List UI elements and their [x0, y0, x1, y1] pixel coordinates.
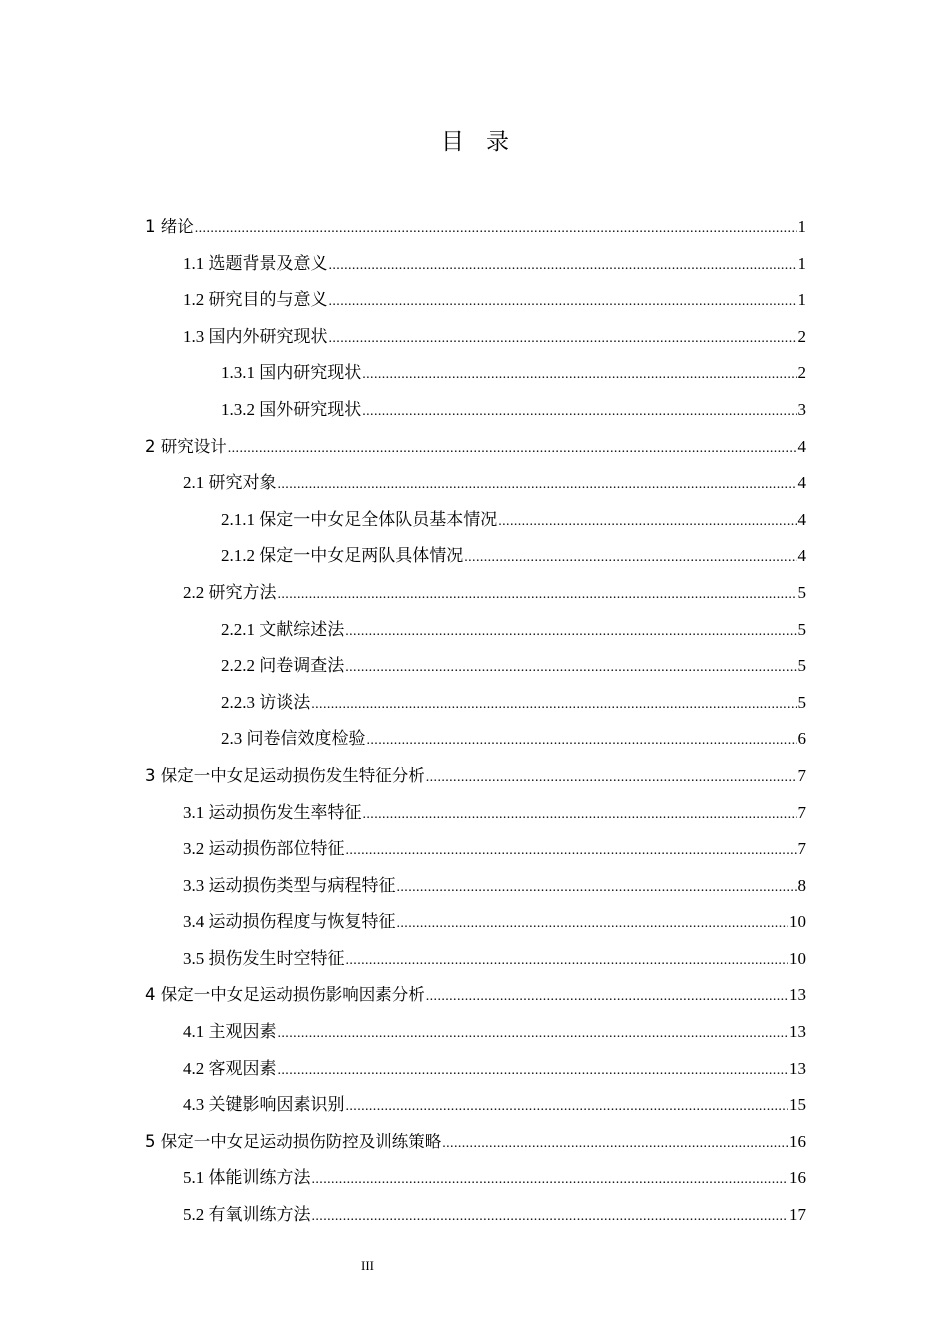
- toc-entry-page-number: 5: [797, 619, 806, 639]
- toc-entry[interactable]: [145, 941, 806, 978]
- toc-entry-page-number: 8: [797, 875, 806, 895]
- toc-entry-label: 4 保定一中女足运动损伤影响因素分析: [145, 985, 425, 1005]
- toc-entry-page-number: 6: [797, 729, 806, 749]
- toc-entry-label: 3.3 运动损伤类型与病程特征: [183, 875, 396, 895]
- dot-leader: [397, 906, 789, 943]
- table-of-contents: [145, 209, 806, 1234]
- dot-leader: [346, 943, 789, 980]
- dot-leader: [195, 211, 797, 248]
- toc-entry-page-number: 5: [797, 656, 806, 676]
- dot-leader: [312, 1162, 789, 1199]
- dot-leader: [345, 614, 796, 651]
- toc-entry-page-number: 1: [797, 217, 806, 236]
- toc-entry[interactable]: [145, 648, 806, 685]
- dot-leader: [464, 540, 796, 577]
- toc-entry-label: 4.3 关键影响因素识别: [183, 1095, 345, 1115]
- dot-leader: [346, 1089, 789, 1126]
- toc-entry-label: 5.2 有氧训练方法: [183, 1205, 311, 1225]
- toc-entry-label: 1 绪论: [145, 217, 194, 236]
- toc-entry-page-number: 4: [797, 546, 806, 566]
- toc-entry[interactable]: [145, 538, 806, 575]
- toc-entry[interactable]: [145, 355, 806, 392]
- toc-entry-label: 4.1 主观因素: [183, 1022, 277, 1042]
- dot-leader: [228, 431, 797, 468]
- toc-entry-page-number: 15: [789, 1095, 806, 1115]
- dot-leader: [498, 504, 796, 541]
- toc-entry-label: 2.3 问卷信效度检验: [221, 729, 366, 749]
- toc-entry[interactable]: [145, 795, 806, 832]
- toc-entry[interactable]: [145, 465, 806, 502]
- dot-leader: [426, 979, 788, 1016]
- toc-entry-page-number: 13: [789, 1058, 806, 1078]
- toc-entry-label: 1.1 选题背景及意义: [183, 253, 328, 273]
- toc-entry-label: 3.4 运动损伤程度与恢复特征: [183, 912, 396, 932]
- toc-entry-page-number: 10: [789, 948, 806, 968]
- toc-entry-page-number: 4: [797, 473, 806, 493]
- dot-leader: [329, 284, 797, 321]
- toc-entry-label: 5 保定一中女足运动损伤防控及训练策略: [145, 1131, 442, 1151]
- toc-entry[interactable]: [145, 1160, 806, 1197]
- toc-entry[interactable]: [145, 575, 806, 612]
- toc-entry[interactable]: [145, 904, 806, 941]
- toc-entry-label: 1.3.1 国内研究现状: [221, 363, 362, 383]
- toc-entry[interactable]: [145, 831, 806, 868]
- toc-entry-label: 3.5 损伤发生时空特征: [183, 948, 345, 968]
- toc-entry-label: 2.2.1 文献综述法: [221, 619, 345, 639]
- dot-leader: [346, 833, 797, 870]
- toc-entry-page-number: 2: [797, 326, 806, 346]
- toc-entry-page-number: 7: [797, 765, 806, 785]
- toc-entry-label: 2.1 研究对象: [183, 473, 277, 493]
- dot-leader: [362, 357, 796, 394]
- dot-leader: [278, 1016, 789, 1053]
- toc-entry[interactable]: [145, 685, 806, 722]
- toc-entry[interactable]: [145, 721, 806, 758]
- toc-entry-label: 2 研究设计: [145, 436, 227, 456]
- toc-entry-page-number: 4: [797, 509, 806, 529]
- toc-entry[interactable]: [145, 612, 806, 649]
- toc-entry-page-number: 13: [789, 1022, 806, 1042]
- dot-leader: [397, 870, 797, 907]
- dot-leader: [312, 1199, 789, 1236]
- toc-entry[interactable]: [145, 977, 806, 1014]
- toc-entry-page-number: 5: [797, 692, 806, 712]
- toc-entry-label: 2.1.2 保定一中女足两队具体情况: [221, 546, 464, 566]
- toc-entry-label: 1.2 研究目的与意义: [183, 290, 328, 310]
- toc-entry[interactable]: [145, 1197, 806, 1234]
- toc-entry-page-number: 7: [797, 802, 806, 822]
- dot-leader: [363, 797, 797, 834]
- dot-leader: [278, 1053, 789, 1090]
- toc-entry-page-number: 13: [789, 985, 806, 1005]
- toc-entry-page-number: 1: [797, 253, 806, 273]
- toc-entry[interactable]: [145, 246, 806, 283]
- toc-entry-page-number: 16: [789, 1131, 806, 1151]
- toc-entry-label: 1.3.2 国外研究现状: [221, 399, 362, 419]
- toc-entry-page-number: 5: [797, 582, 806, 602]
- toc-entry-label: 2.2 研究方法: [183, 582, 277, 602]
- dot-leader: [442, 1126, 788, 1163]
- toc-entry[interactable]: [145, 392, 806, 429]
- toc-entry-label: 2.2.2 问卷调查法: [221, 656, 345, 676]
- toc-entry-page-number: 3: [797, 399, 806, 419]
- toc-entry-label: 3.2 运动损伤部位特征: [183, 839, 345, 859]
- toc-entry[interactable]: [145, 1124, 806, 1161]
- toc-entry[interactable]: [145, 1051, 806, 1088]
- toc-entry[interactable]: [145, 502, 806, 539]
- toc-entry[interactable]: [145, 319, 806, 356]
- toc-entry-page-number: 7: [797, 839, 806, 859]
- dot-leader: [329, 321, 797, 358]
- toc-entry-label: 2.2.3 访谈法: [221, 692, 311, 712]
- toc-entry[interactable]: [145, 1087, 806, 1124]
- toc-entry-label: 3 保定一中女足运动损伤发生特征分析: [145, 765, 425, 785]
- toc-entry-label: 2.1.1 保定一中女足全体队员基本情况: [221, 509, 498, 529]
- page-number: III: [361, 1258, 374, 1273]
- dot-leader: [311, 687, 796, 724]
- toc-entry-label: 4.2 客观因素: [183, 1058, 277, 1078]
- dot-leader: [367, 723, 797, 760]
- dot-leader: [278, 467, 797, 504]
- dot-leader: [362, 394, 796, 431]
- dot-leader: [329, 248, 797, 285]
- toc-entry[interactable]: [145, 282, 806, 319]
- dot-leader: [426, 760, 797, 797]
- toc-entry-page-number: 10: [789, 912, 806, 932]
- toc-entry[interactable]: [145, 429, 806, 466]
- toc-entry-label: 3.1 运动损伤发生率特征: [183, 802, 362, 822]
- toc-entry-page-number: 4: [797, 436, 806, 456]
- dot-leader: [345, 650, 796, 687]
- toc-entry[interactable]: [145, 1014, 806, 1051]
- toc-entry-page-number: 17: [789, 1205, 806, 1225]
- toc-entry-label: 1.3 国内外研究现状: [183, 326, 328, 346]
- toc-entry-page-number: 2: [797, 363, 806, 383]
- dot-leader: [278, 577, 797, 614]
- toc-entry[interactable]: [145, 868, 806, 905]
- toc-entry-page-number: 16: [789, 1168, 806, 1188]
- toc-entry[interactable]: [145, 209, 806, 246]
- toc-entry-page-number: 1: [797, 290, 806, 310]
- page-title: 目录: [441, 129, 531, 155]
- toc-entry[interactable]: [145, 758, 806, 795]
- toc-entry-label: 5.1 体能训练方法: [183, 1168, 311, 1188]
